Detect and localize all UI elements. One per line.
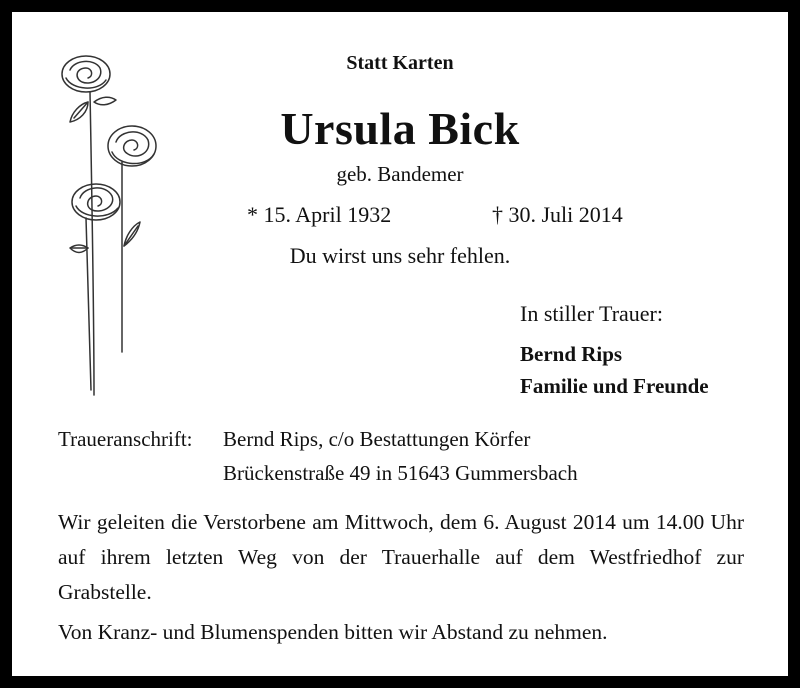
farewell-message: Du wirst uns sehr fehlen. bbox=[289, 243, 511, 268]
header-text: Statt Karten bbox=[346, 52, 454, 74]
deceased-name: Ursula Bick bbox=[280, 103, 520, 154]
address-line: Brückenstraße 49 in 51643 Gummersbach bbox=[223, 461, 578, 485]
mourner-name: Bernd Rips bbox=[520, 342, 623, 366]
flowers-request: Von Kranz- und Blumenspenden bitten wir Abstand zu nehmen. bbox=[58, 620, 608, 644]
death-date: † 30. Juli 2014 bbox=[492, 202, 623, 227]
address-line: Bernd Rips, c/o Bestattungen Körfer bbox=[223, 427, 531, 451]
mourning-label: In stiller Trauer: bbox=[520, 301, 663, 326]
obituary-card bbox=[12, 12, 788, 676]
birth-date: * 15. April 1932 bbox=[247, 202, 392, 227]
address-label: Traueranschrift: bbox=[58, 427, 193, 451]
mourner-name: Familie und Freunde bbox=[520, 374, 709, 398]
funeral-details: Wir geleiten die Verstorbene am Mittwoch, dem 6. August 2014 um 14.00 Uhr auf ihrem letzten Weg von der Trauerhalle auf dem Westfriedhof zur Grabstelle. bbox=[58, 510, 744, 604]
maiden-name: geb. Bandemer bbox=[336, 162, 464, 186]
